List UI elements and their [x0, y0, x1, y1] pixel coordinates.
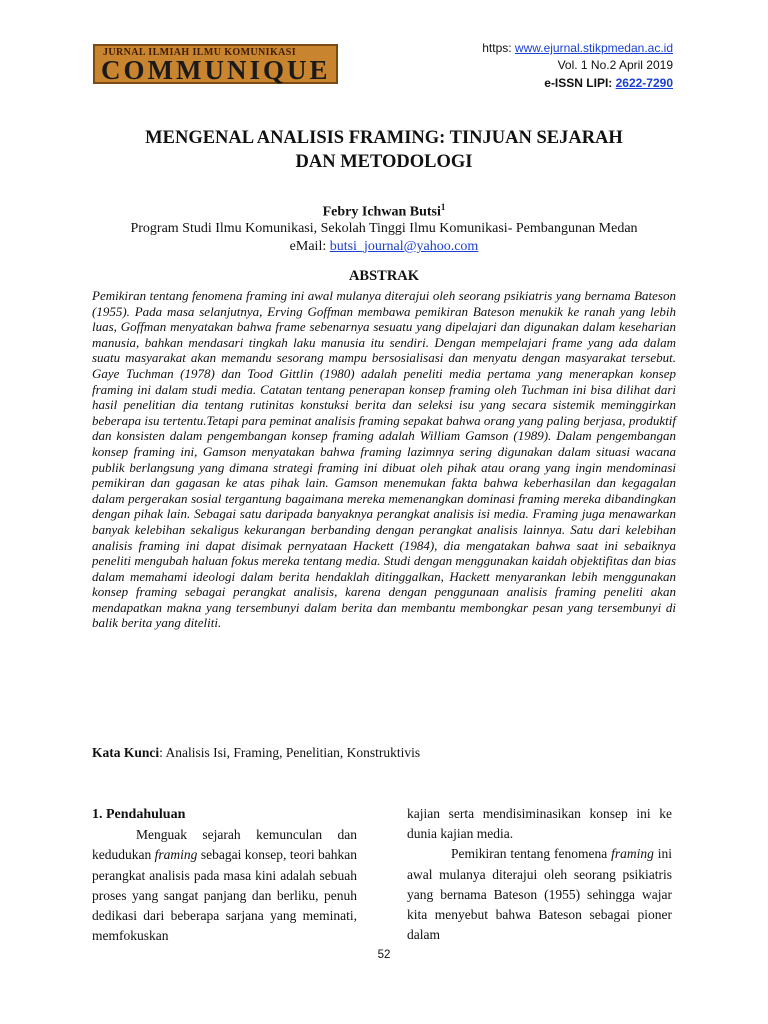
- section-heading: 1. Pendahuluan: [92, 807, 186, 822]
- affiliation-block: [0, 220, 768, 256]
- paragraph-2-start: Pemikiran tentang fenomena: [451, 846, 612, 862]
- keywords-values: : Analisis Isi, Framing, Penelitian, Konstruktivis: [159, 745, 421, 760]
- url-prefix: https:: [482, 41, 515, 55]
- paragraph-2-italic: framing: [611, 846, 654, 862]
- email-link[interactable]: butsi_journal@yahoo.com: [329, 239, 479, 254]
- abstract-text: Pemikiran tentang fenomena framing ini awal mulanya diterajui oleh seorang psikiatris yang bernama Bateson (1955). Pada masa selanjutnya, Erving Goffman membawa pemikiran Bateson menukik ke ranah yang lebih luas, Goffman menyatakan bahwa frame sebenarnya sesuatu yang dipelajari dan digunakan dalam keseharian manusia, bahkan mendasari tingkah laku manusia itu sendiri. Dengan mempelajari frame yang ada dalam suatu masyarakat akan memandu sesorang mampu bersosialisasi dan menyatu dengan masyarakat tersebut. Gaye Tuchman (1978) dan Tood Gittlin (1980) adalah peneliti media pertama yang menerapkan konsep framing ini dalam studi media. Catatan tentang penerapan konsep framing oleh Tuchman ini bisa dilihat dari hasil penelitian dia tentang rutinitas konstuksi berita dan seleksi isu yang secara sistemik meminggirkan beberapa isu tertentu.Tetapi para peminat analisis framing sepakat bahwa orang yang paling berjasa, produktif dan konsisten dalam pengembangan konsep framing adalah William Gamson (1989). Dalam pengembangan konsep framing ini, Gamson menyatakan bahwa framing lazimnya sering digunakan dalam situasi wacana publik berlangsung yang dimana strategi framing ini dibuat oleh pihak atau orang yang ingin mendominasi pemikiran dan gagasan ke atas pihak lain. Gamson menemukan fakta bahwa keberhasilan dan kegagalan dalam pergerakan sosial tergantung bagaimana mereka memenangkan dominasi framing mereka dibandingkan dengan pihak lain. Sebagai satu daripada banyaknya perangkat analisis isi media. Framing juga menawarkan banyak kelebihan sekaligus kekurangan berbanding dengan perangkat analisis lainnya. Satu dari kelebihan analisis framing ini dapat disimak pernyataan Hackett (1984), dia mengatakan bahwa saat ini sebaiknya peneliti mengubah haluan fokus mereka tentang media. Studi dengan menggunakan kaidah objektifitas dan bias dalam memahami ideologi dalam berita hendaklah ditinggalkan, Hackett menyarankan lebih menggunakan konsep framing sebagai perangkat analisis, karena dengan penggunaan analisis framing peneliti akan mendapatkan makna yang tersembunyi dalam berita dan membantu membongkar pesan yang tersembunyi di balik berita yang diteliti.: [92, 288, 676, 631]
- affiliation: Program Studi Ilmu Komunikasi, Sekolah Tinggi Ilmu Komunikasi- Pembangunan Medan: [130, 221, 638, 236]
- paragraph-2-end: ini awal mulanya diterajui oleh seorang psikiatris yang bernama Bateson (1955) sehingga wajar kita menyebut bahwa Bateson sebagai pioner dalam: [407, 846, 672, 943]
- page-number: 52: [377, 949, 391, 961]
- keywords-label: Kata Kunci: [92, 745, 160, 760]
- email-label: eMail:: [289, 239, 330, 254]
- title-line-1: MENGENAL ANALISIS FRAMING: TINJUAN SEJARAH: [145, 128, 623, 148]
- paragraph-1: [92, 825, 357, 946]
- volume-info: Vol. 1 No.2 April 2019: [557, 58, 673, 72]
- title-line-2: DAN METODOLOGI: [295, 152, 473, 172]
- paragraph-1-start: Menguak sejarah kemunculan dan kedudukan: [92, 827, 357, 863]
- abstract-heading: ABSTRAK: [348, 268, 420, 284]
- journal-url: [482, 41, 673, 56]
- logo-title: COMMUNIQUE: [101, 55, 331, 85]
- paper-title: [0, 126, 768, 174]
- author-text: Febry Ichwan Butsi: [322, 204, 441, 220]
- paragraph-2: [407, 844, 672, 945]
- issn-label: e-ISSN LIPI:: [544, 76, 616, 90]
- journal-logo: [93, 44, 338, 84]
- issn-link[interactable]: 2622-7290: [615, 76, 673, 90]
- issn-info: [544, 76, 673, 91]
- paragraph-1-italic: framing: [154, 847, 198, 863]
- column-left: [92, 805, 357, 946]
- author-superscript: 1: [440, 202, 446, 212]
- paragraph-1-end: sebagai konsep, teori bahkan perangkat analisis pada masa kini adalah sebuah proses yang sangat panjang dan berliku, penuh dedikasi dari beberapa sarjana yang meminati, memfokuskan: [92, 847, 357, 944]
- column-right: [407, 804, 672, 945]
- email-line: [0, 238, 768, 256]
- paragraph-continued: kajian serta mendisiminasikan konsep ini ke dunia kajian media.: [407, 806, 672, 842]
- journal-url-link[interactable]: www.ejurnal.stikpmedan.ac.id: [514, 41, 673, 55]
- logo-subtitle: JURNAL ILMIAH ILMU KOMUNIKASI: [103, 47, 297, 58]
- author-name: [0, 202, 768, 221]
- keywords-line: [92, 745, 420, 761]
